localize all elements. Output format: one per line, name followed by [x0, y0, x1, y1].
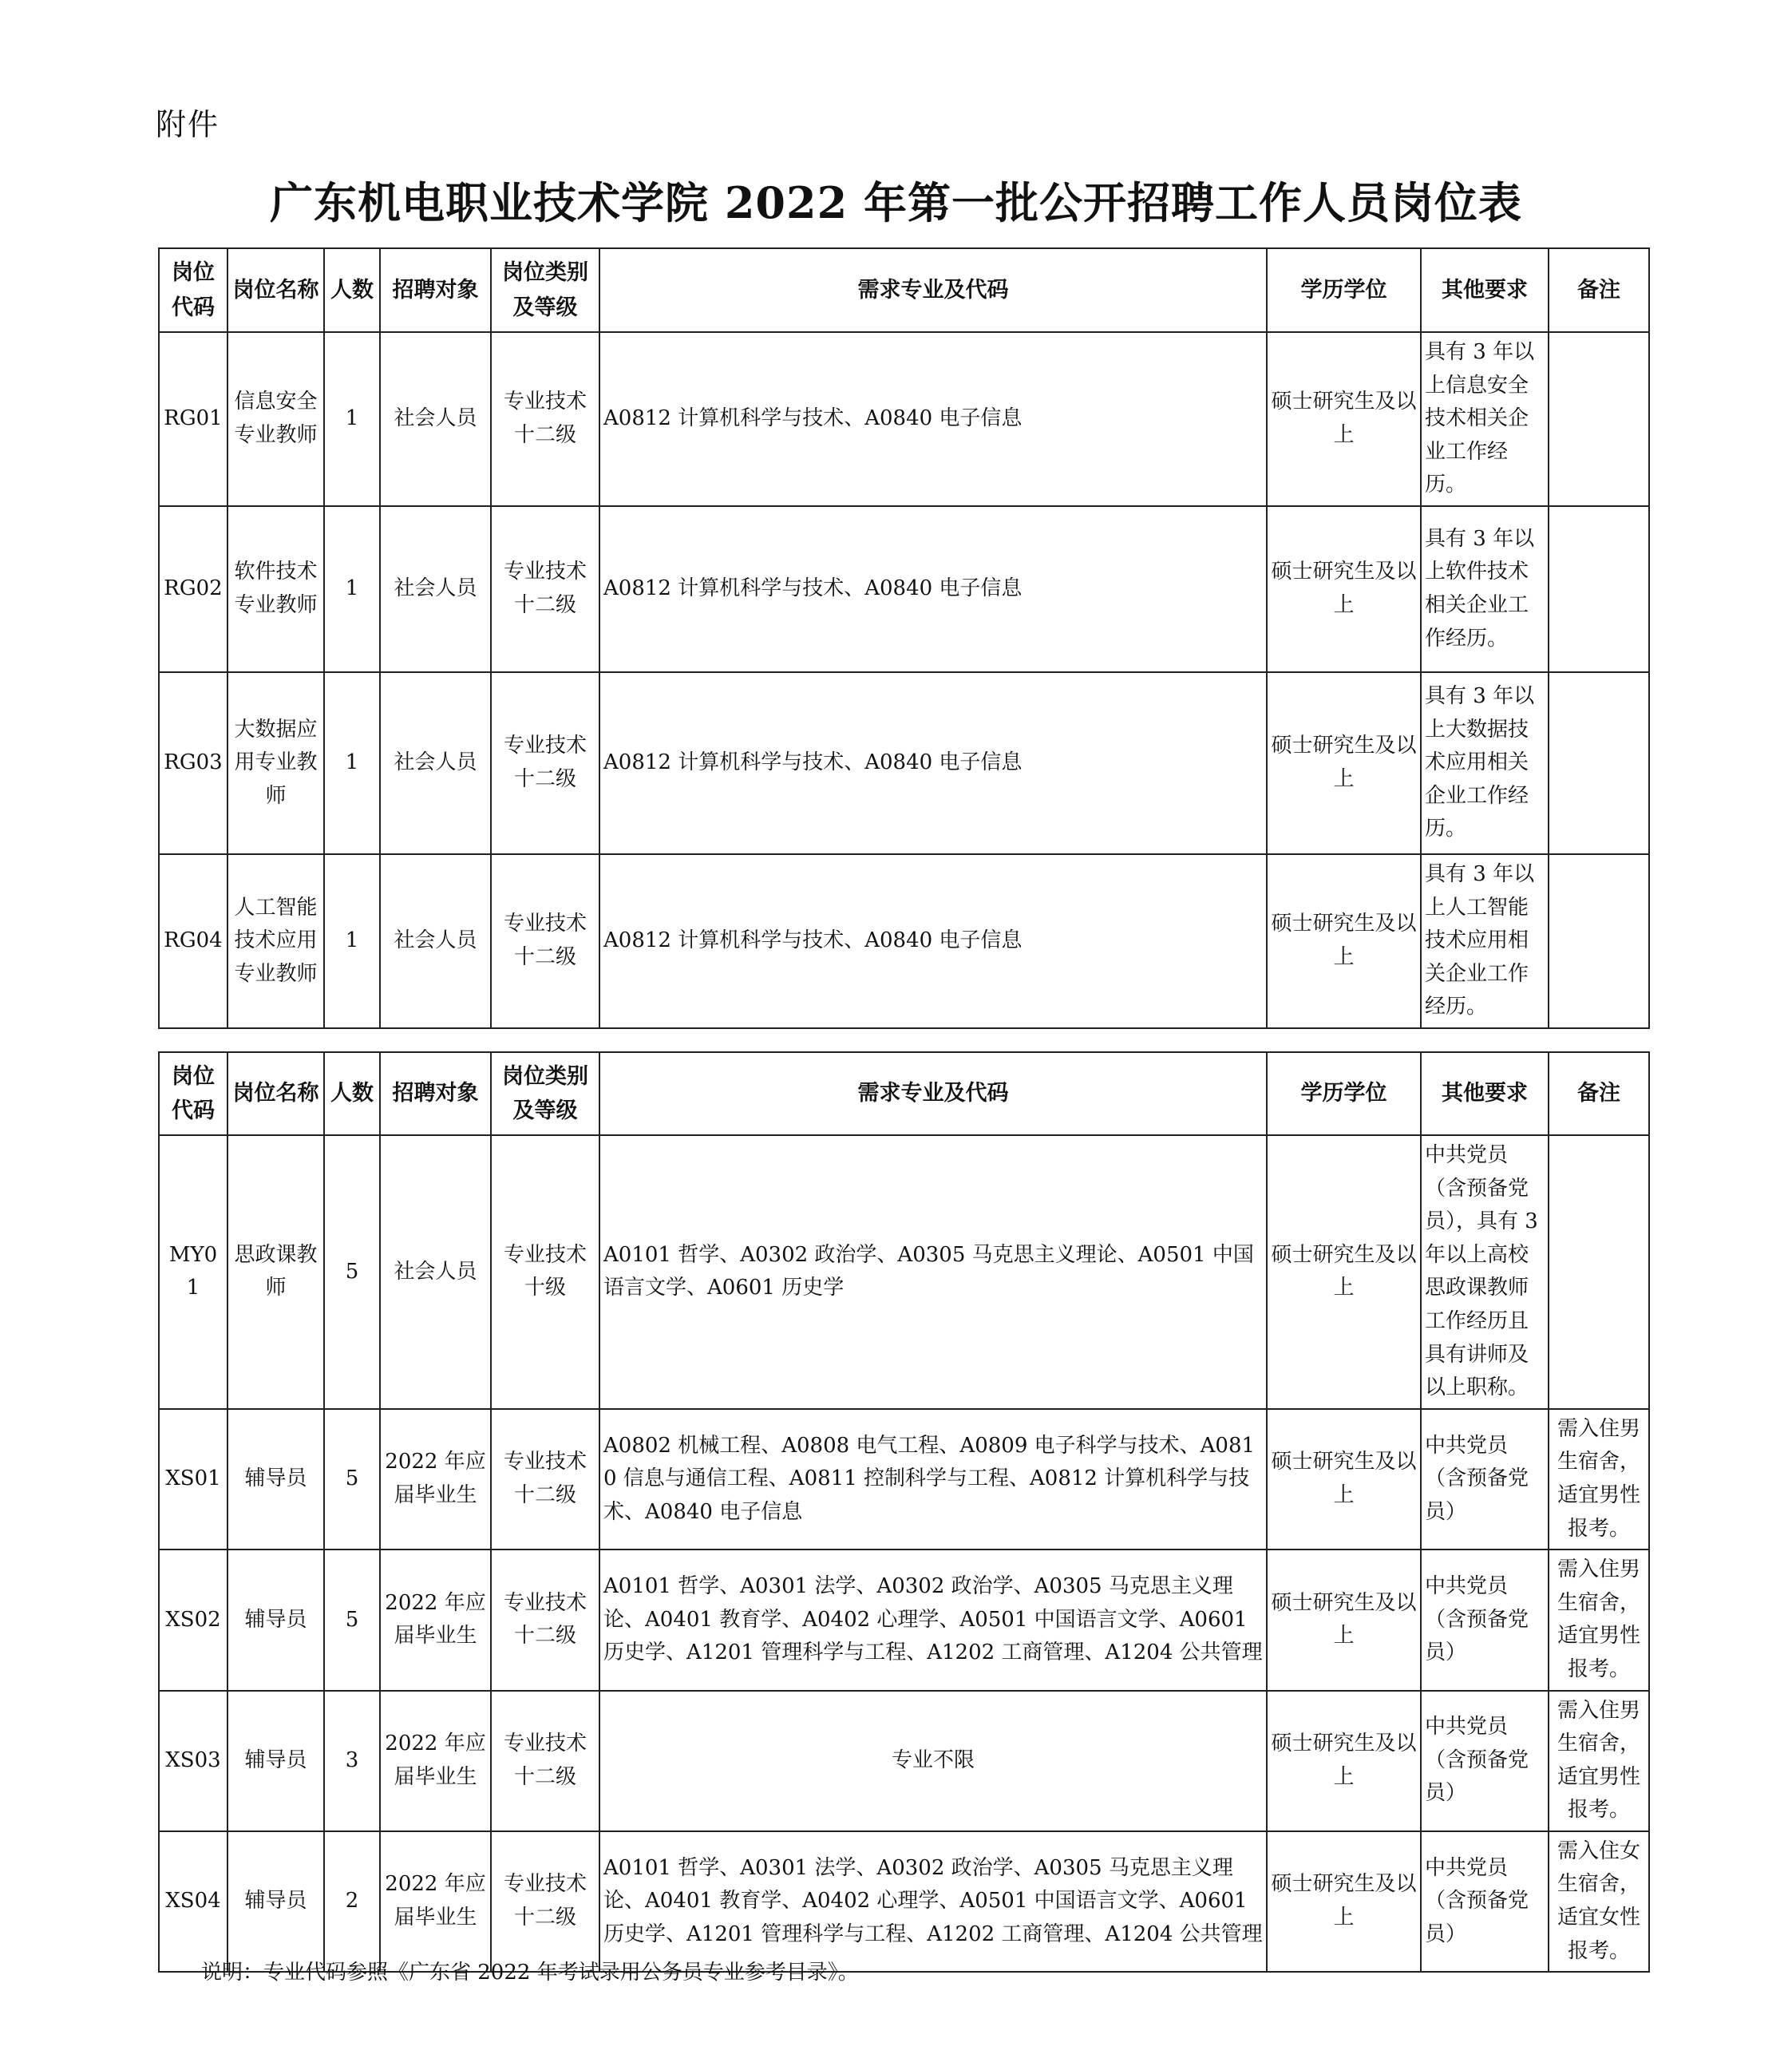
table-row: [159, 1135, 1649, 1409]
cell-education: 硕士研究生及以上: [1267, 1550, 1421, 1690]
cell-education: 硕士研究生及以上: [1267, 672, 1421, 854]
table-row: [159, 1409, 1649, 1550]
cell-category: 专业技术十二级: [491, 1691, 599, 1831]
header-category: 岗位类别及等级: [491, 1052, 599, 1135]
table-row: [159, 672, 1649, 854]
cell-category: 专业技术十二级: [491, 1409, 599, 1550]
header-target: 招聘对象: [380, 248, 491, 332]
cell-education: 硕士研究生及以上: [1267, 1409, 1421, 1550]
cell-code: XS03: [159, 1691, 227, 1831]
cell-target: 2022 年应届毕业生: [380, 1409, 491, 1550]
cell-note: 需入住男生宿舍，适宜男性报考。: [1549, 1550, 1649, 1690]
cell-count: 1: [324, 506, 380, 672]
cell-majors: A0101 哲学、A0301 法学、A0302 政治学、A0305 马克思主义理论、A0401 教育学、A0402 心理学、A0501 中国语言文学、A0601 历史学、A1201 管理科学与工程、A1202 工商管理、A1204 公共管理: [599, 1831, 1267, 1972]
cell-name: 思政课教师: [227, 1135, 324, 1409]
cell-education: 硕士研究生及以上: [1267, 854, 1421, 1028]
header-note: 备注: [1549, 248, 1649, 332]
cell-education: 硕士研究生及以上: [1267, 506, 1421, 672]
document-title: 广东机电职业技术学院 2022 年第一批公开招聘工作人员岗位表: [270, 177, 1522, 228]
cell-majors: A0812 计算机科学与技术、A0840 电子信息: [599, 854, 1267, 1028]
header-name: 岗位名称: [227, 248, 324, 332]
cell-other: 具有 3 年以上大数据技术应用相关企业工作经历。: [1421, 672, 1549, 854]
header-note: 备注: [1549, 1052, 1649, 1135]
cell-note: [1549, 854, 1649, 1028]
cell-target: 2022 年应届毕业生: [380, 1831, 491, 1972]
cell-note: [1549, 672, 1649, 854]
cell-majors: A0802 机械工程、A0808 电气工程、A0809 电子科学与技术、A0810 信息与通信工程、A0811 控制科学与工程、A0812 计算机科学与技术、A0840 电子信息: [599, 1409, 1267, 1550]
cell-education: 硕士研究生及以上: [1267, 1691, 1421, 1831]
cell-other: 具有 3 年以上信息安全技术相关企业工作经历。: [1421, 332, 1549, 506]
cell-other: 具有 3 年以上人工智能技术应用相关企业工作经历。: [1421, 854, 1549, 1028]
cell-other: 中共党员（含预备党员）: [1421, 1831, 1549, 1972]
cell-other: 中共党员（含预备党员）: [1421, 1550, 1549, 1690]
cell-target: 社会人员: [380, 1135, 491, 1409]
cell-count: 5: [324, 1550, 380, 1690]
cell-code: XS04: [159, 1831, 227, 1972]
cell-code: RG04: [159, 854, 227, 1028]
header-code: 岗位代码: [159, 248, 227, 332]
attachment-label: 附件: [156, 107, 220, 142]
cell-note: 需入住男生宿舍，适宜男性报考。: [1549, 1409, 1649, 1550]
cell-note: 需入住男生宿舍，适宜男性报考。: [1549, 1691, 1649, 1831]
cell-name: 人工智能技术应用专业教师: [227, 854, 324, 1028]
cell-note: 需入住女生宿舍，适宜女性报考。: [1549, 1831, 1649, 1972]
cell-other: 中共党员（含预备党员）: [1421, 1691, 1549, 1831]
cell-education: 硕士研究生及以上: [1267, 332, 1421, 506]
cell-majors: A0812 计算机科学与技术、A0840 电子信息: [599, 506, 1267, 672]
header-education: 学历学位: [1267, 248, 1421, 332]
cell-majors: A0812 计算机科学与技术、A0840 电子信息: [599, 672, 1267, 854]
table-row: [159, 506, 1649, 672]
cell-target: 2022 年应届毕业生: [380, 1550, 491, 1690]
table-row: [159, 332, 1649, 506]
cell-majors: 专业不限: [599, 1691, 1267, 1831]
cell-name: 辅导员: [227, 1831, 324, 1972]
cell-other: 中共党员（含预备党员）: [1421, 1409, 1549, 1550]
cell-category: 专业技术十二级: [491, 332, 599, 506]
header-other: 其他要求: [1421, 248, 1549, 332]
cell-target: 社会人员: [380, 672, 491, 854]
cell-education: 硕士研究生及以上: [1267, 1135, 1421, 1409]
cell-count: 1: [324, 854, 380, 1028]
cell-other: 中共党员（含预备党员），具有 3 年以上高校思政课教师工作经历且具有讲师及以上职称。: [1421, 1135, 1549, 1409]
cell-target: 社会人员: [380, 506, 491, 672]
cell-name: 辅导员: [227, 1409, 324, 1550]
cell-category: 专业技术十二级: [491, 1831, 599, 1972]
table-row: [159, 854, 1649, 1028]
cell-note: [1549, 1135, 1649, 1409]
cell-count: 1: [324, 332, 380, 506]
cell-note: [1549, 332, 1649, 506]
cell-code: RG02: [159, 506, 227, 672]
positions-table-1: [158, 247, 1650, 1029]
cell-count: 2: [324, 1831, 380, 1972]
header-name: 岗位名称: [227, 1052, 324, 1135]
cell-name: 软件技术专业教师: [227, 506, 324, 672]
cell-target: 社会人员: [380, 854, 491, 1028]
header-education: 学历学位: [1267, 1052, 1421, 1135]
cell-count: 5: [324, 1409, 380, 1550]
cell-code: RG03: [159, 672, 227, 854]
header-majors: 需求专业及代码: [599, 1052, 1267, 1135]
cell-code: MY01: [159, 1135, 227, 1409]
cell-majors: A0101 哲学、A0302 政治学、A0305 马克思主义理论、A0501 中国语言文学、A0601 历史学: [599, 1135, 1267, 1409]
cell-name: 信息安全专业教师: [227, 332, 324, 506]
table-row: [159, 1691, 1649, 1831]
cell-name: 辅导员: [227, 1691, 324, 1831]
cell-other: 具有 3 年以上软件技术相关企业工作经历。: [1421, 506, 1549, 672]
table-header-row: [159, 248, 1649, 332]
cell-target: 社会人员: [380, 332, 491, 506]
cell-category: 专业技术十二级: [491, 672, 599, 854]
cell-count: 5: [324, 1135, 380, 1409]
cell-education: 硕士研究生及以上: [1267, 1831, 1421, 1972]
cell-majors: A0812 计算机科学与技术、A0840 电子信息: [599, 332, 1267, 506]
positions-table-2: [158, 1051, 1650, 1973]
cell-name: 大数据应用专业教师: [227, 672, 324, 854]
cell-code: RG01: [159, 332, 227, 506]
header-majors: 需求专业及代码: [599, 248, 1267, 332]
cell-category: 专业技术十二级: [491, 854, 599, 1028]
footnote: 说明：专业代码参照《广东省 2022 年考试录用公务员专业参考目录》。: [201, 1961, 859, 1985]
header-target: 招聘对象: [380, 1052, 491, 1135]
header-count: 人数: [324, 248, 380, 332]
header-code: 岗位代码: [159, 1052, 227, 1135]
cell-target: 2022 年应届毕业生: [380, 1691, 491, 1831]
table-row: [159, 1831, 1649, 1972]
cell-code: XS01: [159, 1409, 227, 1550]
table-row: [159, 1550, 1649, 1690]
cell-name: 辅导员: [227, 1550, 324, 1690]
cell-note: [1549, 506, 1649, 672]
cell-category: 专业技术十二级: [491, 506, 599, 672]
cell-majors: A0101 哲学、A0301 法学、A0302 政治学、A0305 马克思主义理论、A0401 教育学、A0402 心理学、A0501 中国语言文学、A0601 历史学、A1201 管理科学与工程、A1202 工商管理、A1204 公共管理: [599, 1550, 1267, 1690]
cell-count: 3: [324, 1691, 380, 1831]
table-header-row: [159, 1052, 1649, 1135]
header-other: 其他要求: [1421, 1052, 1549, 1135]
header-category: 岗位类别及等级: [491, 248, 599, 332]
cell-code: XS02: [159, 1550, 227, 1690]
cell-category: 专业技术十二级: [491, 1550, 599, 1690]
cell-category: 专业技术十级: [491, 1135, 599, 1409]
cell-count: 1: [324, 672, 380, 854]
header-count: 人数: [324, 1052, 380, 1135]
